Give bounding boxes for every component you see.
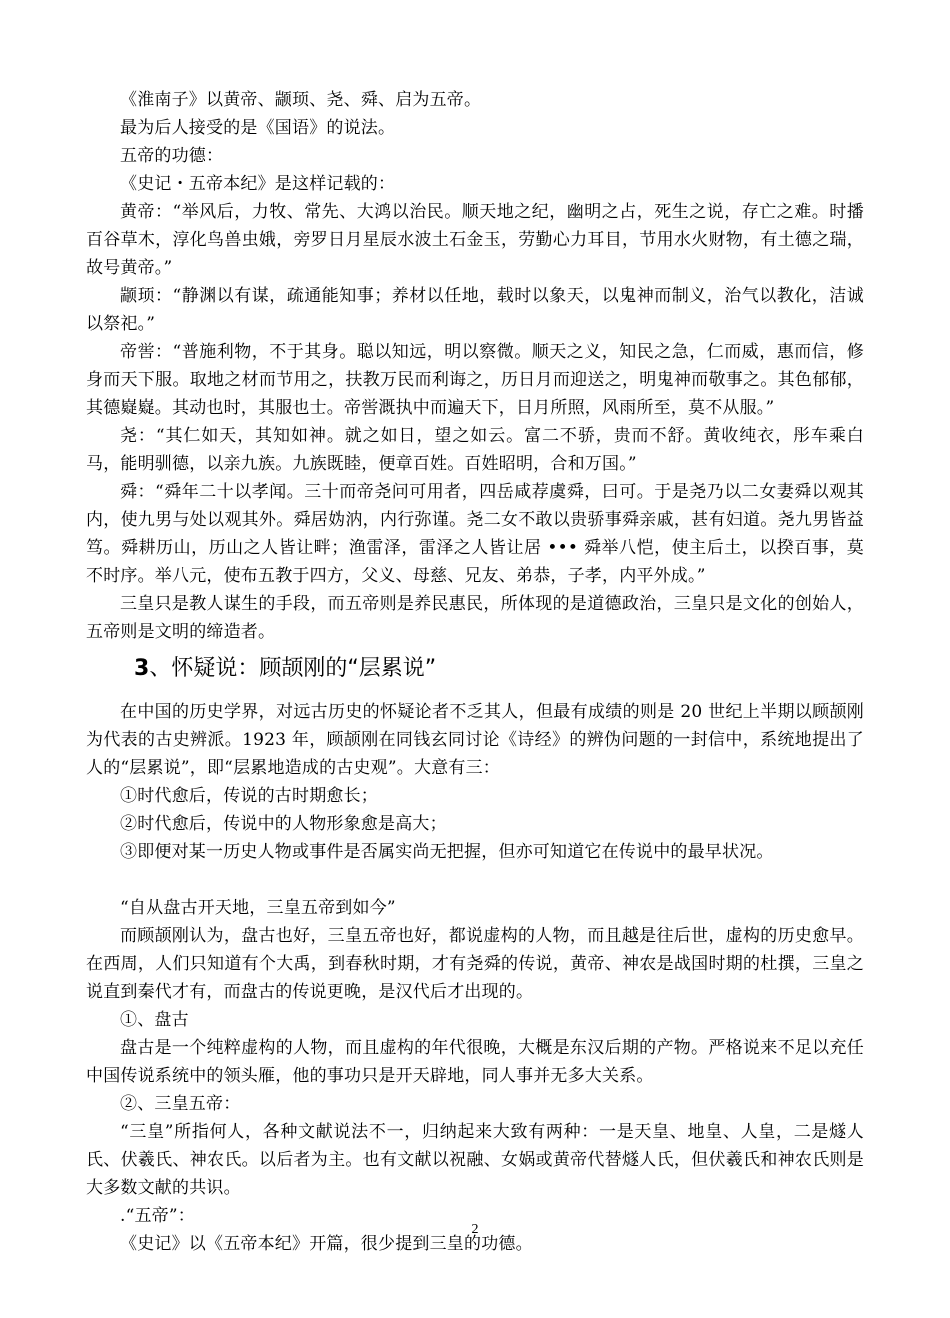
paragraph-huainanzi: 《淮南子》以黄帝、颛顼、尧、舜、启为五帝。 — [120, 90, 482, 110]
page-content — [86, 86, 864, 1258]
subheading-pangu: ①、盘古 — [120, 1010, 189, 1030]
paragraph-quote-pangu: “自从盘古开天地，三皇五帝到如今” — [120, 898, 396, 918]
paragraph-shiji-intro: 《史记・五帝本纪》是这样记载的： — [120, 174, 396, 194]
section-heading — [86, 654, 864, 684]
paragraph-guoyu: 最为后人接受的是《国语》的说法。 — [120, 118, 396, 138]
paragraph-shiji-wudi: 《史记》以《五帝本纪》开篇，很少提到三皇的功德。 — [120, 1234, 533, 1254]
paragraph-shun: 舜：“舜年二十以孝闻。三十而帝尧问可用者，四岳咸荐虞舜，曰可。于是尧乃以二女妻舜以观其内，使九男与处以观其外。舜居妫汭，内行弥谨。尧二女不敢以贵骄事舜亲戚，甚有妇道。尧九男皆益笃。舜耕历山，历山之人皆让畔；渔雷泽，雷泽之人皆让居 ••• 舜举八恺，使主后土，以揆百事，莫不时序。举八元，使布五教于四方，父义、母慈、兄友、弟恭，子孝，内平外成。” — [86, 482, 864, 586]
list-item-point-1: ①时代愈后，传说的古时期愈长； — [120, 786, 378, 806]
paragraph-yao: 尧：“其仁如天，其知如神。就之如日，望之如云。富二不骄，贵而不舒。黄收纯衣，彤车乘白马，能明驯德，以亲九族。九族既睦，便章百姓。百姓昭明，合和万国。” — [86, 426, 864, 474]
paragraph-pangu: 盘古是一个纯粹虚构的人物，而且虚构的年代很晚，大概是东汉后期的产物。严格说来不足以充任中国传说系统中的领头雁，他的事功只是开天辟地，同人事并无多大关系。 — [86, 1038, 864, 1086]
subheading-sanhuang-wudi: ②、三皇五帝： — [120, 1094, 241, 1114]
page-number: 2 — [471, 1222, 479, 1237]
list-item-point-3: ③即便对某一历史人物或事件是否属实尚无把握，但亦可知道它在传说中的最早状况。 — [120, 842, 774, 862]
section-title: 、怀疑说：顾颉刚的“层累说” — [149, 656, 437, 681]
paragraph-diku: 帝喾：“普施利物，不于其身。聪以知远，明以察微。顺天之义，知民之急，仁而威，惠而信，修身而天下服。取地之材而节用之，扶教万民而利诲之，历日月而迎送之，明鬼神而敬事之。其色郁郁，其德嶷嶷。其动也时，其服也士。帝喾溉执中而遍天下，日月所照，风雨所至，莫不从服。” — [86, 342, 864, 418]
paragraph-sanhuang-wudi-summary: 三皇只是教人谋生的手段，而五帝则是养民惠民，所体现的是道德政治，三皇只是文化的创始人，五帝则是文明的缔造者。 — [86, 594, 864, 642]
paragraph-zhuanxu: 颛顼：“静渊以有谋，疏通能知事；养材以任地，载时以象天，以鬼神而制义，治气以教化，洁诚以祭祀。” — [86, 286, 864, 334]
paragraph-sanhuang: “三皇”所指何人，各种文献说法不一，归纳起来大致有两种：一是天皇、地皇、人皇，二是燧人氏、伏羲氏、神农氏。以后者为主。也有文献以祝融、女娲或黄帝代替燧人氏，但伏羲氏和神农氏则是大多数文献的共识。 — [86, 1122, 864, 1198]
paragraph-huangdi: 黄帝：“举风后，力牧、常先、大鸿以治民。顺天地之纪，幽明之占，死生之说，存亡之难。时播百谷草木，淳化鸟兽虫娥，旁罗日月星辰水波土石金玉，劳勤心力耳目，节用水火财物，有土德之瑞，故号黄帝。” — [86, 202, 864, 278]
paragraph-gushibian-intro: 在中国的历史学界，对远古历史的怀疑论者不乏其人，但最有成绩的则是 20 世纪上半期以顾颉刚为代表的古史辨派。1923 年，顾颉刚在同钱玄同讨论《诗经》的辨伪问题的一封信中，系统地提出了人的“层累说”，即“层累地造成的古史观”。大意有三： — [86, 702, 864, 778]
subheading-wudi: .“五帝”： — [120, 1206, 195, 1226]
list-item-point-2: ②时代愈后，传说中的人物形象愈是高大； — [120, 814, 447, 834]
section-number: 3 — [134, 656, 150, 681]
paragraph-gu-jiegang-view: 而顾颉刚认为，盘古也好，三皇五帝也好，都说虚构的人物，而且越是往后世，虚构的历史愈早。在西周，人们只知道有个大禹，到春秋时期，才有尧舜的传说，黄帝、神农是战国时期的杜撰，三皇之说直到秦代才有，而盘古的传说更晚，是汉代后才出现的。 — [86, 926, 864, 1002]
paragraph-wudi-merits-label: 五帝的功德： — [120, 146, 224, 166]
